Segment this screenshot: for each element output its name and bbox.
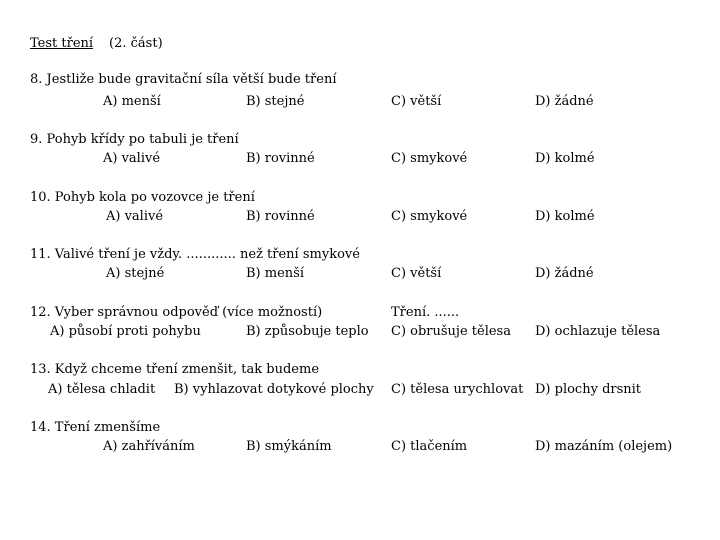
question-14-text: 14. Tření zmenšíme — [30, 420, 161, 435]
question-10-option-c: C) smykové — [391, 209, 468, 224]
question-9-text: 9. Pohyb křídy po tabuli je tření — [30, 132, 239, 147]
question-12-option-c: C) obrušuje tělesa — [391, 324, 511, 339]
question-9-option-a: A) valivé — [103, 151, 161, 166]
question-11-option-d: D) žádné — [535, 266, 594, 281]
question-11-option-a: A) stejné — [106, 266, 165, 281]
question-12-option-a: A) působí proti pohybu — [50, 324, 201, 339]
question-8-option-c: C) větší — [391, 94, 442, 109]
question-13-option-d: D) plochy drsnit — [535, 382, 642, 397]
question-8-option-d: D) žádné — [535, 94, 594, 109]
question-10-option-a: A) valivé — [106, 209, 164, 224]
question-9-option-d: D) kolmé — [535, 151, 595, 166]
question-14-option-b: B) smýkáním — [246, 439, 332, 454]
question-10-option-b: B) rovinné — [246, 209, 315, 224]
question-13-option-c: C) tělesa urychlovat — [391, 382, 524, 397]
question-13-option-b: B) vyhlazovat dotykové plochy — [174, 382, 374, 397]
question-12-text: 12. Vyber správnou odpověď (více možností) — [30, 305, 323, 320]
test-subtitle: (2. část) — [109, 36, 163, 51]
question-10-text: 10. Pohyb kola po vozovce je tření — [30, 190, 255, 205]
question-11-text: 11. Valivé tření je vždy. ............ než tření smykové — [30, 247, 360, 262]
question-8-text: 8. Jestliže bude gravitační síla větší bude tření — [30, 72, 337, 87]
question-9-option-c: C) smykové — [391, 151, 468, 166]
question-11-option-b: B) menší — [246, 266, 304, 281]
test-title: Test tření — [30, 36, 94, 51]
test-heading — [30, 36, 163, 52]
question-12-option-d: D) ochlazuje tělesa — [535, 324, 661, 339]
question-13-text: 13. Když chceme tření zmenšit, tak budeme — [30, 362, 320, 377]
question-12-prompt: Tření. ...... — [391, 305, 460, 320]
question-14-option-c: C) tlačením — [391, 439, 468, 454]
question-14-option-d: D) mazáním (olejem) — [535, 439, 673, 454]
question-11-option-c: C) větší — [391, 266, 442, 281]
question-9-option-b: B) rovinné — [246, 151, 315, 166]
question-13-option-a: A) tělesa chladit — [48, 382, 156, 397]
question-10-option-d: D) kolmé — [535, 209, 595, 224]
question-12-option-b: B) způsobuje teplo — [246, 324, 369, 339]
question-8-option-b: B) stejné — [246, 94, 305, 109]
question-8-option-a: A) menší — [103, 94, 161, 109]
question-14-option-a: A) zahříváním — [103, 439, 195, 454]
